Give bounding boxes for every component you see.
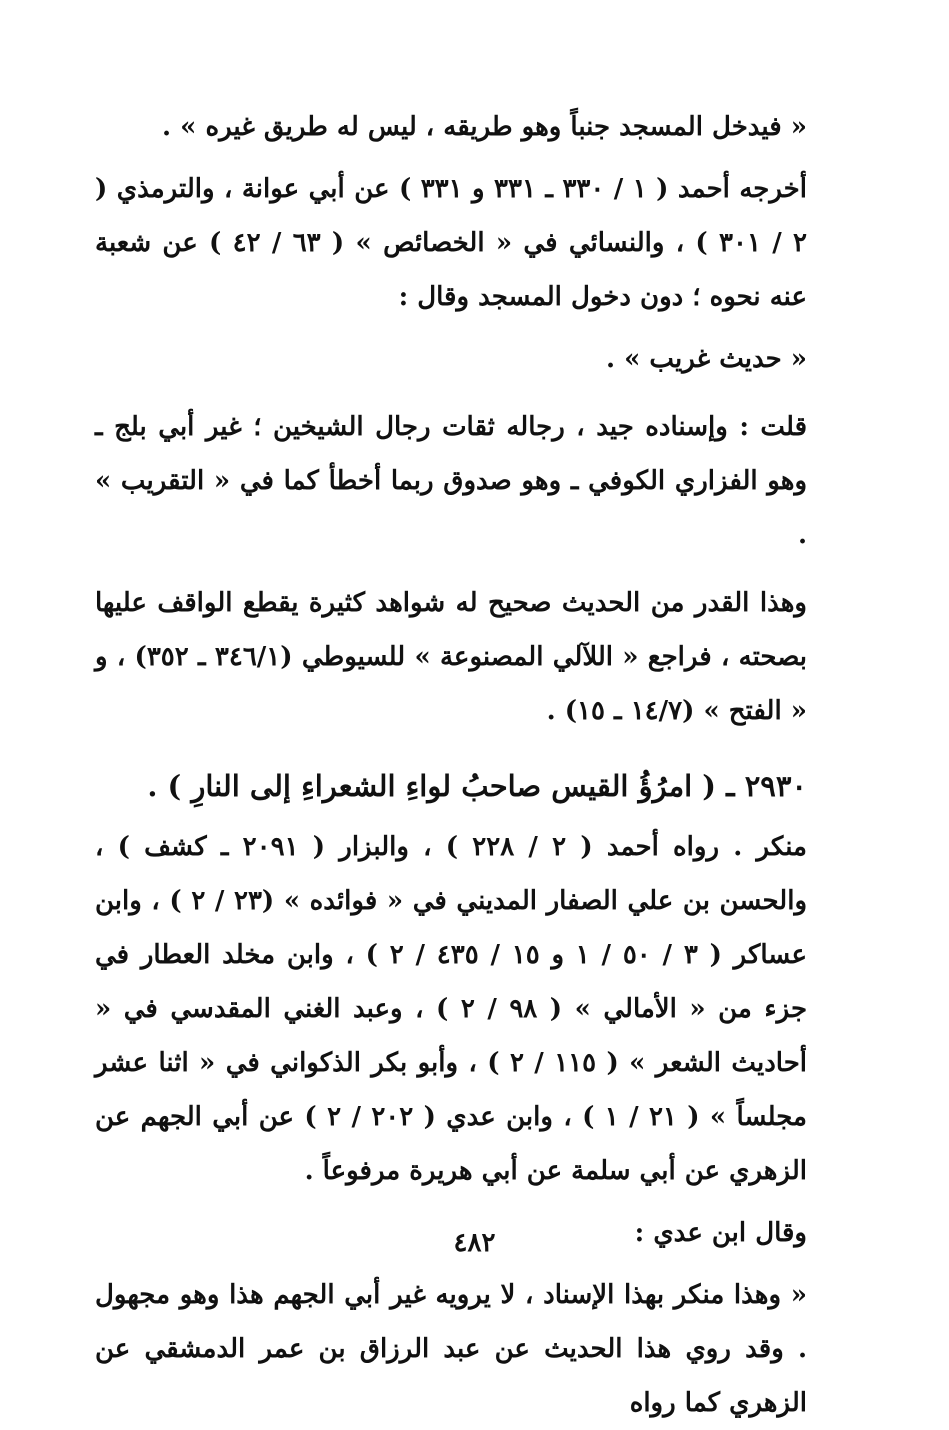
takhrij-paragraph: منكر . رواه أحمد ( ٢ / ٢٢٨ ) ، والبزار ( ٢٠٩١ ـ كشف ) ، والحسن بن علي الصفار المديني في « فوائده » (٢٣ / ٢ ) ، وابن عساكر ( ٣ / ٥٠ / ١ و ١٥ / ٤٣٥ / ٢ ) ، وابن مخلد العطار في جزء من « الأمالي » ( ٩٨ / ٢ ) ، وعبد الغني المقدسي في « أحاديث الشعر » ( ١١٥ / ٢ ) ، وأبو بكر الذكواني في « اثنا عشر مجلساً » ( ٢١ / ١ ) ، وابن عدي ( ٢٠٢ / ٢ ) عن أبي الجهم عن الزهري عن أبي سلمة عن أبي هريرة مرفوعاً . [95,832,808,1186]
takhrij-paragraph: أخرجه أحمد ( ١ / ٣٣٠ ـ ٣٣١ و ٣٣١ ) عن أبي عوانة ، والترمذي ( ٢ / ٣٠١ ) ، والنسائي في « الخصائص » ( ٦٣ / ٤٢ ) عن شعبة عنه نحوه ؛ دون دخول المسجد وقال : [95,174,807,312]
comment-paragraph: قلت : وإسناده جيد ، رجاله ثقات رجال الشيخين ؛ غير أبي بلج ـ وهو الفزاري الكوفي ـ وهو صدوق ربما أخطأ كما في « التقريب » . [95,412,807,550]
page-number: ٤٨٢ [453,1228,496,1258]
quote-paragraph: « حديث غريب » . [606,344,807,374]
hadith-heading: ٢٩٣٠ ـ ( امرُؤُ القيس صاحبُ لواءِ الشعراءِ إلى النارِ ) . [147,769,807,803]
quote-paragraph: « وهذا منكر بهذا الإسناد ، لا يرويه غير أبي الجهم هذا وهو مجهول . وقد روي هذا الحديث عن عبد الرزاق بن عمر الدمشقي عن الزهري كما رواه [95,1280,807,1418]
comment-paragraph: وقال ابن عدي : [634,1218,807,1248]
comment-paragraph: وهذا القدر من الحديث صحيح له شواهد كثيرة يقطع الواقف عليها بصحته ، فراجع « اللآلي المصنوعة » للسيوطي (٣٤٦/١ ـ ٣٥٢) ، و « الفتح » (١٤/٧ ـ ١٥) . [95,588,807,726]
quote-paragraph: « فيدخل المسجد جنباً وهو طريقه ، ليس له طريق غيره » . [162,112,807,142]
